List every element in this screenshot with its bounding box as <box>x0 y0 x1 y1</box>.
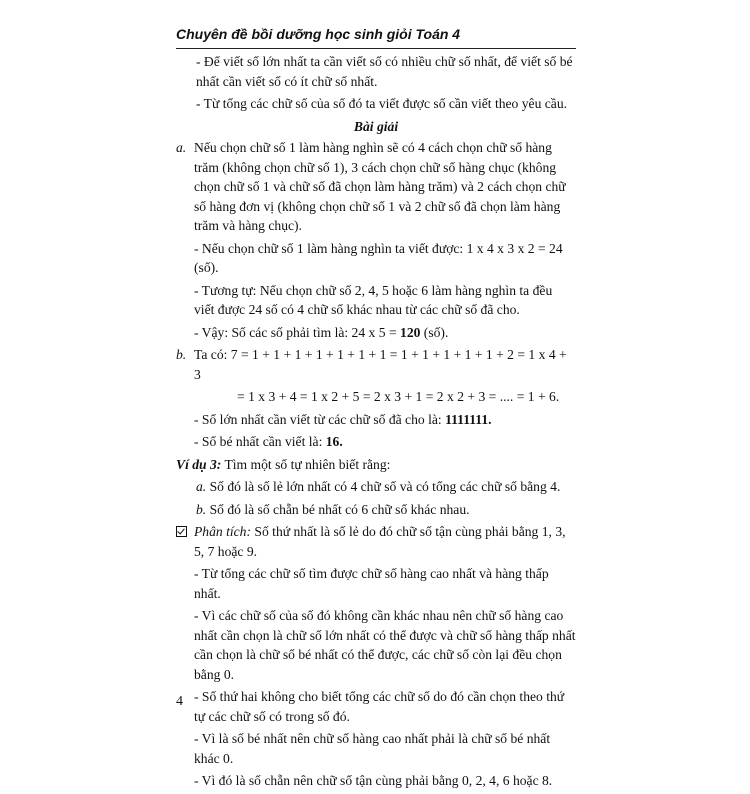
analysis <box>176 522 576 794</box>
page-body <box>176 52 576 794</box>
part-a-content <box>194 138 576 345</box>
page-number: 4 <box>176 694 183 709</box>
part-b-largest-pre: - Số lớn nhất cần viết từ các chữ số đã cho là: <box>194 411 446 427</box>
example-3-text: Tìm một số tự nhiên biết rằng: <box>221 456 391 472</box>
part-a-line-4-post: (số). <box>420 324 449 340</box>
part-a-label: a. <box>176 140 187 155</box>
part-a-answer: 120 <box>400 324 421 340</box>
example-3-b <box>176 500 576 520</box>
part-b-smallest <box>194 432 576 452</box>
analysis-label: Phân tích: <box>194 524 252 539</box>
part-b-largest <box>194 410 576 430</box>
running-header: Chuyên đề bồi dưỡng học sinh giỏi Toán 4 <box>176 26 576 49</box>
analysis-marker <box>176 522 194 794</box>
analysis-line-2: - Từ tổng các chữ số tìm được chữ số hàng cao nhất và hàng thấp nhất. <box>194 566 549 601</box>
checkbox-icon <box>176 526 187 537</box>
part-b-largest-value: 1111111. <box>445 411 492 427</box>
analysis-content <box>194 522 576 794</box>
part-a-text: Nếu chọn chữ số 1 làm hàng nghìn sẽ có 4 cách chọn chữ số hàng trăm (không chọn chữ số 1), 3 cách chọn chữ số hàng chục (không chọn chữ số 1 và chữ số đã chọn làm hàng trăm) và 2 cách chọn chữ số hàng đơn vị (không chọn chữ số 1 và 2 chữ số đã chọn làm hàng trăm và hàng chục). <box>194 140 566 233</box>
analysis-line-4: - Số thứ hai không cho biết tổng các chữ số do đó cần chọn theo thứ tự các chữ số có trong số đó. <box>194 689 565 724</box>
part-b-smallest-value: 16. <box>325 434 343 449</box>
example-3-a <box>176 477 576 497</box>
example-3-a-label: a. <box>196 479 207 494</box>
part-b <box>176 345 576 455</box>
analysis-text: Số thứ nhất là số lẻ do đó chữ số tận cùng phải bằng 1, 3, 5, 7 hoặc 9. <box>194 524 566 559</box>
part-b-eq-1: Ta có: 7 = 1 + 1 + 1 + 1 + 1 + 1 + 1 = 1 + 1 + 1 + 1 + 1 + 2 = 1 x 4 + 3 <box>194 347 567 382</box>
solution-title: Bài giải <box>353 118 399 134</box>
example-3-label: Ví dụ 3: <box>176 456 222 472</box>
part-b-label: b. <box>176 347 187 362</box>
example-3-b-text: Số đó là số chẵn bé nhất có 6 chữ số khác nhau. <box>206 501 470 517</box>
analysis-line-1 <box>194 522 576 561</box>
analysis-line-6: - Vì đó là số chẵn nên chữ số tận cùng phải bằng 0, 2, 4, 6 hoặc 8. <box>194 773 553 788</box>
part-a-line-4-pre: - Vậy: Số các số phải tìm là: 24 x 5 = <box>194 324 401 340</box>
example-3-heading <box>176 455 576 475</box>
part-a-line-4 <box>194 323 576 343</box>
intro-line-1: - Để viết số lớn nhất ta cần viết số có nhiều chữ số nhất, để viết số bé nhất cần viết số có ít chữ số nhất. <box>196 54 573 89</box>
part-b-smallest-pre: - Số bé nhất cần viết là: <box>194 434 326 449</box>
example-3-a-text: Số đó là số lẻ lớn nhất có 4 chữ số và có tổng các chữ số bằng 4. <box>206 479 561 494</box>
part-a-line-2: - Nếu chọn chữ số 1 làm hàng nghìn ta viết được: 1 x 4 x 3 x 2 = 24 (số). <box>194 240 563 275</box>
example-3-b-label: b. <box>196 501 207 517</box>
intro-line-2: - Từ tổng các chữ số của số đó ta viết được số cần viết theo yêu cầu. <box>196 96 568 111</box>
analysis-line-5: - Vì là số bé nhất nên chữ số hàng cao nhất phải là chữ số bé nhất khác 0. <box>194 731 551 766</box>
part-b-content <box>194 345 576 455</box>
analysis-line-3: - Vì các chữ số của số đó không cần khác nhau nên chữ số hàng cao nhất cần chọn là chữ số lớn nhất có thể được và chữ số hàng thấp nhất cần chọn là chữ số bé nhất có thể được, các chữ số còn lại đều chọn bằng 0. <box>194 608 576 682</box>
part-a <box>176 138 576 345</box>
part-a-line-3: - Tương tự: Nếu chọn chữ số 2, 4, 5 hoặc 6 làm hàng nghìn ta đều viết được 24 số có 4 chữ số khác nhau từ các chữ số đã cho. <box>194 282 553 317</box>
part-b-eq-2: = 1 x 3 + 4 = 1 x 2 + 5 = 2 x 3 + 1 = 2 x 2 + 3 = .... = 1 + 6. <box>237 389 560 404</box>
